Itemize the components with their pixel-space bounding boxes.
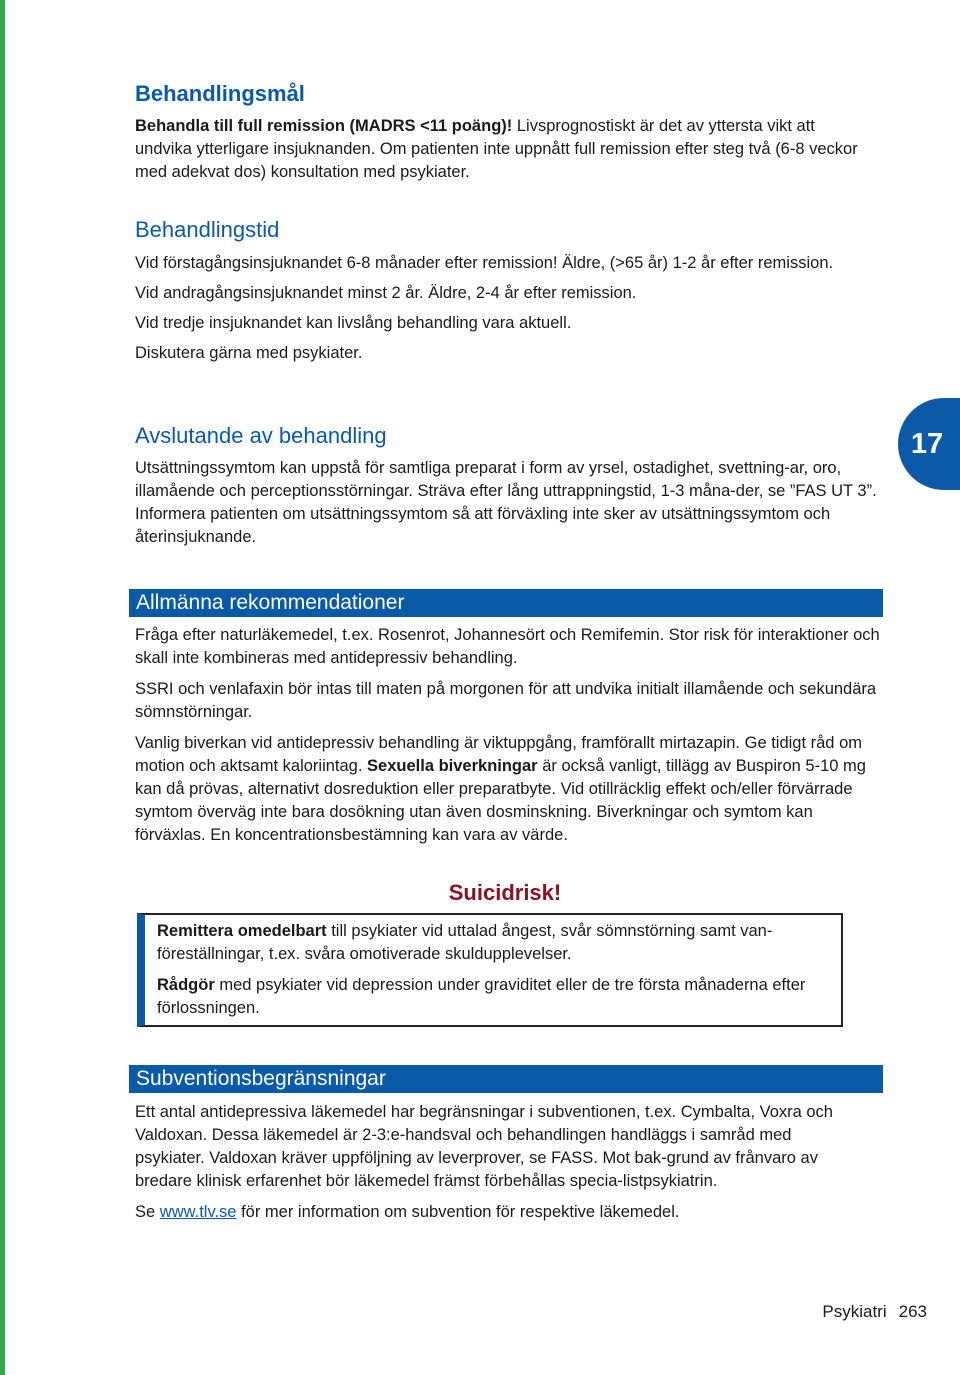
suicid-item-2-text: med psykiater vid depression under graviditet eller de tre första månaderna efter förlossningen.	[157, 976, 806, 1017]
section-subvention	[135, 1101, 860, 1224]
suicid-box	[137, 913, 843, 1027]
subvention-p2-b: för mer information om subvention för respektive läkemedel.	[236, 1203, 680, 1221]
heading-avslutande: Avslutande av behandling	[135, 423, 387, 448]
behandlingsmal-text	[135, 115, 875, 184]
suicid-item-1-bold: Remittera omedelbart	[157, 922, 327, 940]
heading-behandlingsmal: Behandlingsmål	[135, 81, 305, 106]
allmanna-p3-a: Vanlig biverkan vid antidepressiv behandling är viktuppgång, framförallt mirtazapin. Ge tidigt råd om motion och aktsamt kaloriintag.	[135, 734, 862, 775]
allmanna-p1: Fråga efter naturläkemedel, t.ex. Rosenrot, Johannesört och Remifemin. Stor risk för interaktioner och skall inte kombineras med antidepressiv behandling.	[135, 626, 880, 667]
section-behandlingsmal	[135, 81, 875, 184]
suicid-item-2-bold: Rådgör	[157, 976, 215, 994]
page-footer	[822, 1302, 927, 1322]
tlv-link[interactable]: www.tlv.se	[159, 1203, 237, 1221]
allmanna-p3-b: är också vanligt, tillägg av Buspiron 5-10 mg kan då prövas, alternativt dosreduktion eller preparatbyte. Vid otillräcklig effekt och/eller förvärrade symtom överväg inte bara dosökning utan även dosminskning. Biverkningar och symtom kan förväxlas. En koncentrationsbestämning kan vara av värde.	[135, 757, 866, 844]
left-margin-bar	[0, 0, 5, 1375]
behandlingstid-line-3: Vid tredje insjuknandet kan livslång behandling vara aktuell.	[135, 314, 572, 332]
section-behandlingstid	[135, 217, 835, 365]
behandlingstid-line-1: Vid förstagångsinsjuknandet 6-8 månader efter remission! Äldre, (>65 år) 1-2 år efter remission.	[135, 254, 834, 272]
chapter-number: 17	[910, 427, 944, 460]
page-number: 263	[898, 1302, 927, 1321]
behandlingsmal-body: Livsprognostiskt är det av yttersta vikt att undvika ytterligare insjuknanden. Om patienten inte uppnått full remission efter steg två (6-8 veckor med adekvat dos) konsultation med psykiater.	[135, 117, 858, 181]
heading-behandlingstid: Behandlingstid	[135, 217, 280, 242]
allmanna-p2: SSRI och venlafaxin bör intas till maten på morgonen för att undvika initialt illamående och sekundära sömnstörningar.	[135, 680, 877, 721]
suicid-item-1	[157, 920, 829, 966]
section-avslutande	[135, 423, 883, 549]
heading-suicidrisk: Suicidrisk!	[448, 880, 562, 905]
heading-subvention: Subventionsbegränsningar	[129, 1065, 883, 1093]
heading-allmanna: Allmänna rekommendationer	[129, 589, 883, 617]
behandlingstid-line-4: Diskutera gärna med psykiater.	[135, 344, 363, 362]
behandlingstid-line-2: Vid andragångsinsjuknandet minst 2 år. Äldre, 2-4 år efter remission.	[135, 284, 637, 302]
allmanna-p3	[135, 732, 880, 847]
section-allmanna	[135, 624, 880, 847]
allmanna-p3-bold: Sexuella biverkningar	[367, 757, 538, 775]
subvention-p1: Ett antal antidepressiva läkemedel har begränsningar i subventionen, t.ex. Cymbalta, Voxra och Valdoxan. Dessa läkemedel är 2-3:e-handsval och behandlingen handläggs i samråd med psykiater. Valdoxan kräver uppföljning av leverprover, se FASS. Mot bak-grund av frånvaro av bredare klinisk erfarenhet bör läkemedel främst förbehållas specia-listpsykiatrin.	[135, 1103, 833, 1190]
avslutande-text: Utsättningssymtom kan uppstå för samtliga preparat i form av yrsel, ostadighet, svettning-ar, oro, illamående och perceptionsstörningar. Sträva efter lång uttrappningstid, 1-3 måna-der, se ”FAS UT 3”. Informera patienten om utsättningssymtom så att förväxling inte sker av utsättningssymtom och återinsjuknande.	[135, 459, 877, 546]
chapter-tab	[898, 398, 960, 490]
suicid-item-2	[157, 974, 829, 1020]
footer-section: Psykiatri	[822, 1302, 887, 1321]
suicid-item-1-text: till psykiater vid uttalad ångest, svår sömnstörning samt van-föreställningar, t.ex. svåra omotiverade skuldupplevelser.	[157, 922, 773, 963]
subvention-p2-a: Se	[135, 1203, 160, 1221]
behandlingsmal-bold-lead: Behandla till full remission (MADRS <11 poäng)!	[135, 117, 513, 135]
subvention-p2	[135, 1201, 860, 1224]
